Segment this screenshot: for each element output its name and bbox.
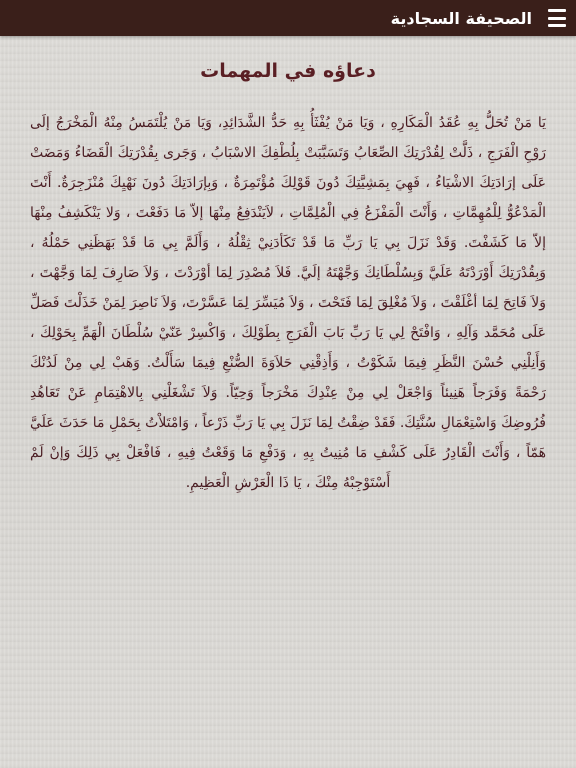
page-title: دعاؤه في المهمات (200, 60, 376, 82)
menu-line (548, 24, 566, 27)
prayer-content (30, 56, 546, 498)
hamburger-menu-icon[interactable] (546, 9, 566, 27)
menu-line (548, 17, 566, 20)
prayer-text: يَا مَنْ تُحَلُّ بِهِ عُقَدُ الْمَكَارِهِ ، وَيَا مَنْ يُفْثَأُ بِهِ حَدُّ الشَّدَائِدِ، وَيَا مَنْ يُلْتَمَسُ مِنْهُ الْمَخْرَجُ إلَى رَوْحِ الْفَرَجِ ، ذَلَّتْ لِقُدْرَتِكَ الصِّعَابُ وَتَسَبَّبَتْ بِلُطْفِكَ الاسْبَابُ ، وَجَرى بِقُدْرَتِكَ الْقَضَاءُ وَمَضَتْ عَلَى إرَادَتِكَ الاشْيَاءُ ، فَهِيَ بِمَشِيَّتِكَ دُونَ قَوْلِكَ مُؤْتَمِرَةٌ ، وَبِإرَادَتِكَ دُونَ نَهْيِكَ مُنْزَجِرَةٌ. أَنْتَ الْمَدْعُوُّ لِلْمُهِمَّاتِ ، وَأَنْتَ الْمَفْزَعُ فِي الْمُلِمَّاتِ ، لاَيَنْدَفِعُ مِنْهَا إلاّ مَا دَفَعْتَ ، وَلا يَنْكَشِفُ مِنْهَا إلاّ مَا كَشَفْتَ. وَقَدْ نَزَلَ بِي يَا رَبِّ مَا قَدْ تَكَأدَنِيْ ثِقْلُهُ ، وَأَلَمَّ بِي مَا قَدْ بَهَظَنِي حَمْلُهُ ، وَبِقُدْرَتِكَ أَوْرَدْتَهُ عَلَيَّ وَبِسُلْطَانِكَ وَجَّهْتَهُ إلَيَّ. فَلاَ مُصْدِرَ لِمَا أوْرَدْتَ ، وَلاَ صَارِفَ لِمَا وَجَّهْتَ ، وَلاَ فَاتِحَ لِمَا أغْلَقْتَ ، وَلاَ مُغْلِقَ لِمَا فَتَحْتَ ، وَلاَ مُيَسِّرَ لِمَا عَسَّرْتَ، وَلاَ نَاصِرَ لِمَنْ خَذَلْتَ فَصَلِّ عَلَى مُحَمَّد وَآلِهِ ، وَافْتَحْ لِي يَا رَبِّ بَابَ الْفَرَجِ بِطَوْلِكَ ، وَاكْسِرْ عَنّيْ سُلْطَانَ الْهَمِّ بِحَوْلِكَ ، وَأَنِلْنِي حُسْنَ النَّظَرِ فِيمَا شَكَوْتُ ، وَأَذِقْنِي حَلاَوَةَ الصُّنْعِ فِيمَا سَأَلْتُ. وَهَبْ لِي مِنْ لَدُنْكَ رَحْمَةً وَفَرَجاً هَنِيئاً وَاجْعَلْ لِي مِنْ عِنْدِكَ مَخْرَجاً وَحِيّاً. وَلاَ تَشْغَلْنِي بِالاهْتِمَامِ عَنْ تَعَاهُدِ فُرُوضِكَ وَاسْتِعْمَالِ سُنَّتِكَ. فَقَدْ ضِقْتُ لِمَا نَزَلَ بِي يَا رَبِّ ذَرْعاً ، وَامْتَلاْتُ بِحَمْلِ مَا حَدَثَ عَلَيَّ هَمّاً ، وَأَنْتَ الْقَادِرُ عَلَى كَشْفِ مَا مُنِيتُ بِهِ ، وَدَفْعِ مَا وَقَعْتُ فِيهِ ، فَافْعَلْ بِي ذَلِكَ وَإنْ لَمْ أَسْتَوْجِبْهُ مِنْكَ ، يَا ذَا الْعَرْشِ الْعَظِيمِ. (30, 115, 546, 491)
app-header (0, 0, 576, 36)
menu-line (548, 9, 566, 12)
app-title: الصحيفة السجادية (390, 8, 532, 28)
